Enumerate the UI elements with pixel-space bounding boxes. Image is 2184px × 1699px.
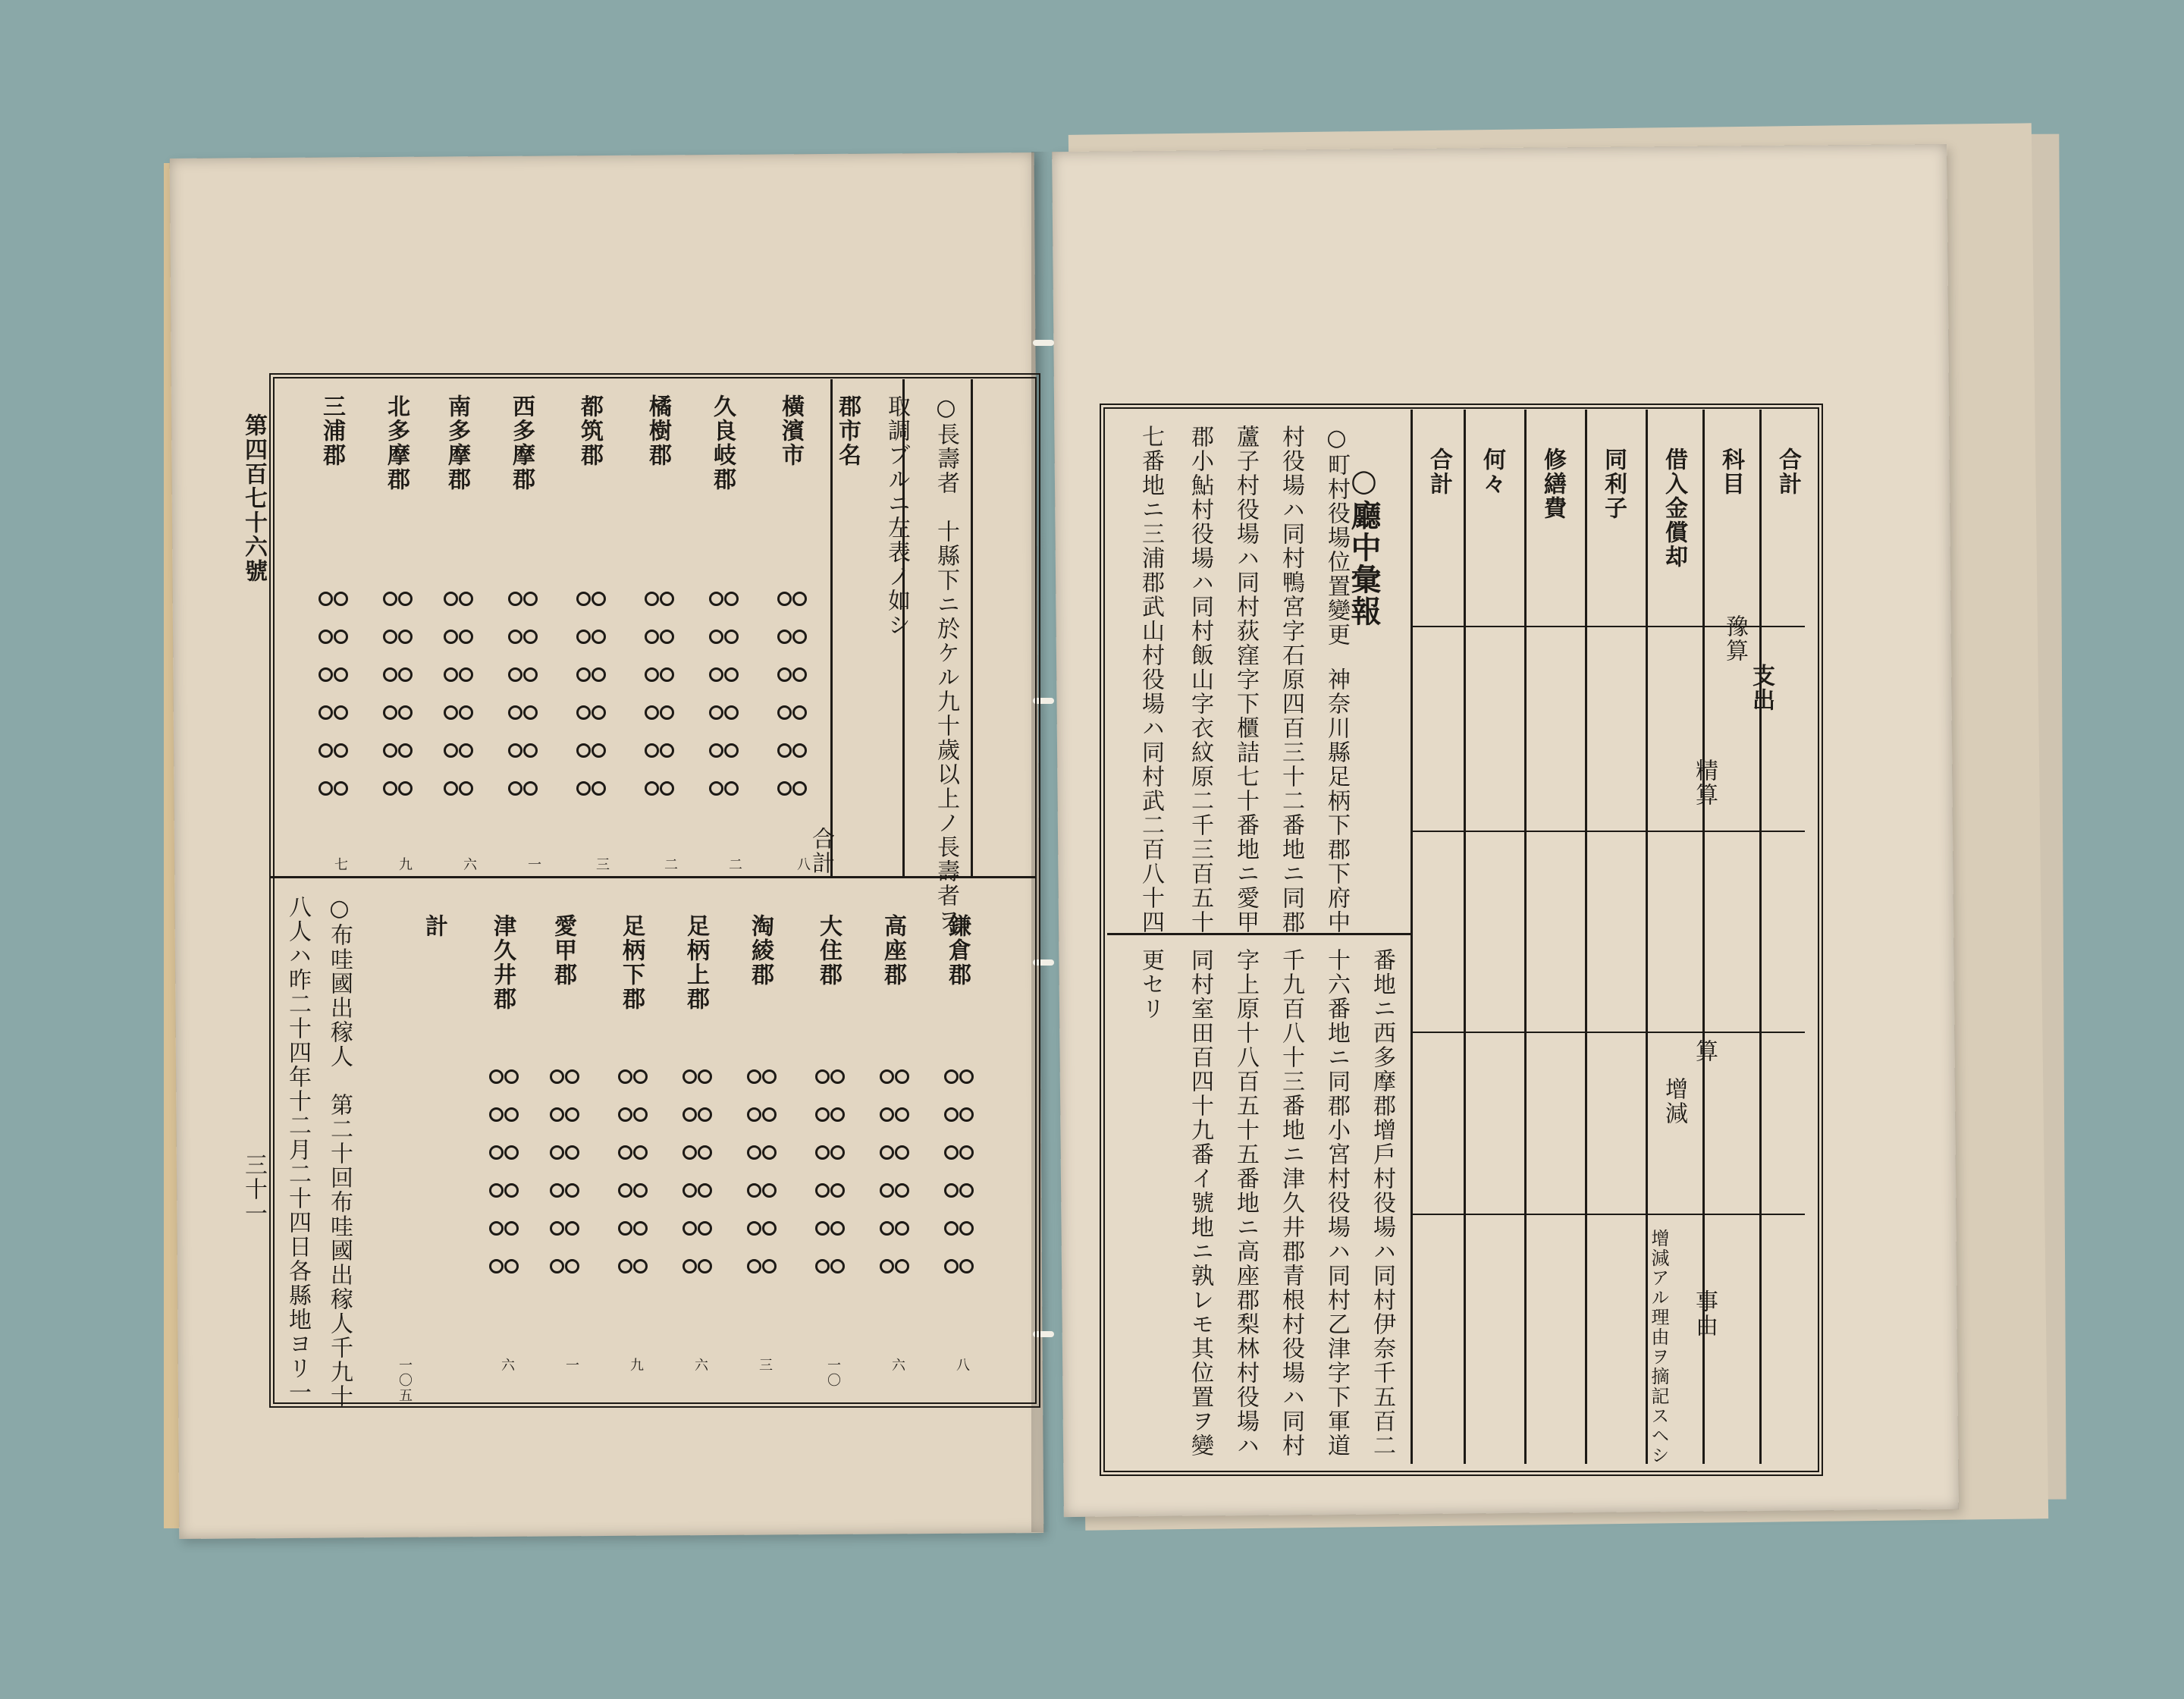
figure-marker <box>880 1107 894 1122</box>
district-total: 八 <box>954 1358 970 1373</box>
figure-marker <box>682 1259 697 1273</box>
district-total: 八 <box>795 857 811 872</box>
district-name: 津久井郡 <box>489 914 516 1011</box>
gazette-title: ○廳中彙報 <box>1346 463 1382 627</box>
figure-marker <box>633 1221 648 1236</box>
figure-marker <box>660 630 674 644</box>
figure-marker <box>444 705 458 720</box>
figure-marker <box>724 592 739 606</box>
figure-marker <box>645 630 659 644</box>
figure-marker <box>895 1259 909 1273</box>
figure-marker <box>618 1183 632 1198</box>
figure-marker <box>880 1259 894 1273</box>
district-name: 久良岐郡 <box>709 394 736 491</box>
district-total: 九 <box>397 857 413 872</box>
figure-marker <box>550 1259 564 1273</box>
district-name: 淘綾郡 <box>747 914 774 987</box>
figure-marker <box>592 743 606 758</box>
figure-marker <box>489 1221 504 1236</box>
figure-marker <box>565 1107 579 1122</box>
district-name: 南多摩郡 <box>444 394 470 491</box>
figure-marker <box>618 1259 632 1273</box>
figure-marker <box>383 743 397 758</box>
figure-marker <box>398 667 413 682</box>
figure-marker <box>698 1183 712 1198</box>
figure-marker <box>565 1069 579 1084</box>
figure-marker <box>682 1221 697 1236</box>
note-line: 八人ハ昨二十四年十二月二十四日各縣地ヨリ一 <box>284 895 311 1405</box>
figure-marker <box>645 592 659 606</box>
figure-marker <box>444 592 458 606</box>
figure-marker <box>334 630 348 644</box>
figure-marker <box>682 1107 697 1122</box>
district-total: 六 <box>890 1358 905 1373</box>
figure-marker <box>815 1259 830 1273</box>
upper-table-title: ○長壽者 十縣下ニ於ケル九十歲以上ノ長壽者ヲ <box>933 394 959 932</box>
figure-marker <box>777 630 792 644</box>
right-table-rule <box>1464 410 1466 1464</box>
article-line: 村役場ハ同村鴨宮字石原四百三十二番地ニ同郡 <box>1278 425 1304 934</box>
article-line: 神奈川縣足柄下郡下府中 <box>1323 667 1350 934</box>
district-total: 二 <box>662 857 678 872</box>
district-total: 六 <box>461 857 477 872</box>
figure-marker <box>523 705 538 720</box>
figure-marker <box>709 781 723 796</box>
figure-marker <box>489 1069 504 1084</box>
left-table-divider <box>269 876 1035 878</box>
article-line: 番地ニ西多摩郡增戶村役場ハ同村伊奈千五百二 <box>1369 948 1395 1458</box>
figure-marker <box>777 743 792 758</box>
note-line: ○布哇國出稼人 第二十回布哇國出稼人千九十 <box>326 895 353 1409</box>
figure-marker <box>504 1183 519 1198</box>
figure-marker <box>618 1069 632 1084</box>
figure-marker <box>459 667 473 682</box>
article-line: 七番地ニ三浦郡武山村役場ハ同村武二百八十四 <box>1138 425 1164 934</box>
figure-marker <box>504 1259 519 1273</box>
figure-marker <box>550 1183 564 1198</box>
article-line: 郡小鮎村役場ハ同村飯山字衣紋原二千三百五十 <box>1187 425 1213 934</box>
figure-marker <box>709 743 723 758</box>
figure-marker <box>880 1069 894 1084</box>
district-name: 三浦郡 <box>318 394 345 467</box>
issue-label: 第四百七十六號 <box>240 413 267 583</box>
figure-marker <box>747 1107 761 1122</box>
figure-marker <box>334 667 348 682</box>
figure-marker <box>334 781 348 796</box>
figure-marker <box>459 630 473 644</box>
figure-marker <box>334 743 348 758</box>
figure-marker <box>383 667 397 682</box>
figure-marker <box>576 743 591 758</box>
figure-marker <box>747 1259 761 1273</box>
column-header: 何々 <box>1479 448 1505 496</box>
figure-marker <box>698 1259 712 1273</box>
figure-marker <box>318 781 333 796</box>
figure-marker <box>944 1221 959 1236</box>
page-number: 三十一 <box>240 1153 267 1226</box>
figure-marker <box>633 1107 648 1122</box>
figure-marker <box>792 781 807 796</box>
figure-marker <box>724 630 739 644</box>
figure-marker <box>698 1069 712 1084</box>
remark-text: 增減アル理由ヲ摘記スヘシ <box>1648 1229 1669 1465</box>
district-total: 七 <box>332 857 348 872</box>
total-header: 合計 <box>808 827 834 875</box>
right-table-rule <box>1759 410 1762 1464</box>
figure-marker <box>645 705 659 720</box>
figure-marker <box>318 592 333 606</box>
figure-marker <box>508 743 522 758</box>
figure-marker <box>508 592 522 606</box>
figure-marker <box>592 630 606 644</box>
district-name: 北多摩郡 <box>383 394 410 491</box>
figure-marker <box>959 1221 974 1236</box>
figure-marker <box>398 592 413 606</box>
figure-marker <box>724 743 739 758</box>
figure-marker <box>504 1107 519 1122</box>
article-line: 同村室田百四十九番イ號地ニ孰レモ其位置ヲ變 <box>1187 948 1213 1458</box>
right-table-row-rule <box>1410 1214 1805 1215</box>
figure-marker <box>645 781 659 796</box>
figure-marker <box>762 1069 777 1084</box>
figure-marker <box>398 630 413 644</box>
figure-marker <box>645 667 659 682</box>
figure-marker <box>944 1107 959 1122</box>
figure-marker <box>682 1145 697 1160</box>
figure-marker <box>895 1107 909 1122</box>
district-name: 計 <box>421 914 447 938</box>
figure-marker <box>444 630 458 644</box>
figure-marker <box>508 667 522 682</box>
figure-marker <box>880 1183 894 1198</box>
subheader: 算 <box>1691 1039 1718 1063</box>
figure-marker <box>944 1069 959 1084</box>
figure-marker <box>565 1259 579 1273</box>
figure-marker <box>334 705 348 720</box>
figure-marker <box>318 667 333 682</box>
district-total: 二 <box>726 857 742 872</box>
figure-marker <box>398 743 413 758</box>
figure-marker <box>618 1107 632 1122</box>
district-total: 六 <box>692 1358 708 1373</box>
figure-marker <box>523 592 538 606</box>
figure-marker <box>959 1107 974 1122</box>
figure-marker <box>592 592 606 606</box>
figure-marker <box>523 781 538 796</box>
figure-marker <box>565 1145 579 1160</box>
figure-marker <box>576 630 591 644</box>
figure-marker <box>830 1145 845 1160</box>
figure-marker <box>618 1145 632 1160</box>
figure-marker <box>698 1145 712 1160</box>
figure-marker <box>489 1183 504 1198</box>
figure-marker <box>777 705 792 720</box>
figure-marker <box>895 1221 909 1236</box>
right-table-rule <box>1585 410 1587 1464</box>
figure-marker <box>792 667 807 682</box>
figure-marker <box>576 781 591 796</box>
district-name: 橘樹郡 <box>645 394 671 467</box>
column-header: 合計 <box>1774 448 1801 496</box>
figure-marker <box>504 1069 519 1084</box>
binding-thread <box>1033 340 1054 346</box>
district-total: 一〇 <box>825 1358 841 1388</box>
column-header: 科目 <box>1718 448 1744 496</box>
figure-marker <box>633 1145 648 1160</box>
article-line: 千九百八十三番地ニ津久井郡青根村役場ハ同村 <box>1278 948 1304 1458</box>
figure-marker <box>550 1107 564 1122</box>
figure-marker <box>592 781 606 796</box>
left-table-frame <box>269 373 1040 1408</box>
figure-marker <box>777 592 792 606</box>
figure-marker <box>709 592 723 606</box>
district-total: 三 <box>594 857 610 872</box>
figure-marker <box>777 667 792 682</box>
district-name: 鎌倉郡 <box>944 914 971 987</box>
figure-marker <box>660 743 674 758</box>
figure-marker <box>633 1069 648 1084</box>
figure-marker <box>724 705 739 720</box>
district-total: 一 <box>526 857 541 872</box>
district-total: 三 <box>757 1358 773 1373</box>
figure-marker <box>645 743 659 758</box>
figure-marker <box>747 1183 761 1198</box>
figure-marker <box>792 592 807 606</box>
figure-marker <box>576 705 591 720</box>
column-header: 合計 <box>1426 448 1452 496</box>
district-total: 六 <box>499 1358 515 1373</box>
figure-marker <box>959 1069 974 1084</box>
article-title: ○町村役場位置變更 <box>1323 425 1350 647</box>
figure-marker <box>633 1259 648 1273</box>
figure-marker <box>398 705 413 720</box>
figure-marker <box>709 630 723 644</box>
district-name: 西多摩郡 <box>508 394 535 491</box>
figure-marker <box>792 743 807 758</box>
figure-marker <box>550 1221 564 1236</box>
figure-marker <box>398 781 413 796</box>
figure-marker <box>895 1069 909 1084</box>
district-name: 高座郡 <box>880 914 906 987</box>
figure-marker <box>592 705 606 720</box>
figure-marker <box>383 781 397 796</box>
figure-marker <box>762 1183 777 1198</box>
figure-marker <box>724 667 739 682</box>
figure-marker <box>660 705 674 720</box>
figure-marker <box>709 705 723 720</box>
district-total: 一〇五 <box>397 1358 413 1403</box>
figure-marker <box>830 1183 845 1198</box>
figure-marker <box>444 781 458 796</box>
figure-marker <box>792 705 807 720</box>
figure-marker <box>592 667 606 682</box>
figure-marker <box>944 1259 959 1273</box>
figure-marker <box>508 630 522 644</box>
figure-marker <box>565 1221 579 1236</box>
figure-marker <box>959 1259 974 1273</box>
figure-marker <box>660 667 674 682</box>
figure-marker <box>660 781 674 796</box>
figure-marker <box>815 1069 830 1084</box>
district-total: 九 <box>628 1358 644 1373</box>
right-table-rule <box>1524 410 1527 1464</box>
right-table-row-rule <box>1410 1032 1805 1033</box>
left-table-rule <box>971 379 973 876</box>
figure-marker <box>660 592 674 606</box>
figure-marker <box>444 667 458 682</box>
figure-marker <box>698 1221 712 1236</box>
figure-marker <box>880 1145 894 1160</box>
figure-marker <box>383 630 397 644</box>
figure-marker <box>334 592 348 606</box>
figure-marker <box>815 1183 830 1198</box>
figure-marker <box>459 743 473 758</box>
figure-marker <box>565 1183 579 1198</box>
figure-marker <box>830 1259 845 1273</box>
figure-marker <box>504 1145 519 1160</box>
figure-marker <box>318 705 333 720</box>
figure-marker <box>459 592 473 606</box>
district-name: 大住郡 <box>815 914 842 987</box>
subheader: 豫算 <box>1721 614 1748 663</box>
figure-marker <box>747 1221 761 1236</box>
column-header: 借入金償却 <box>1661 448 1687 569</box>
district-total: 一 <box>563 1358 579 1373</box>
figure-marker <box>762 1107 777 1122</box>
article-line: 十六番地ニ同郡小宮村役場ハ同村乙津字下軍道 <box>1323 948 1350 1458</box>
figure-marker <box>618 1221 632 1236</box>
figure-marker <box>489 1107 504 1122</box>
subheader: 增減 <box>1661 1077 1687 1126</box>
figure-marker <box>830 1069 845 1084</box>
subheader: 精算 <box>1691 758 1718 807</box>
figure-marker <box>550 1145 564 1160</box>
district-name: 愛甲郡 <box>550 914 576 987</box>
figure-marker <box>762 1221 777 1236</box>
district-name: 都筑郡 <box>576 394 603 467</box>
figure-marker <box>762 1145 777 1160</box>
figure-marker <box>895 1183 909 1198</box>
article-line: 蘆子村役場ハ同村荻窪字下櫃詰七十番地ニ愛甲 <box>1232 425 1259 934</box>
figure-marker <box>576 667 591 682</box>
figure-marker <box>895 1145 909 1160</box>
right-table-rule <box>1410 410 1413 1464</box>
figure-marker <box>550 1069 564 1084</box>
figure-marker <box>318 630 333 644</box>
figure-marker <box>777 781 792 796</box>
figure-marker <box>959 1183 974 1198</box>
figure-marker <box>459 705 473 720</box>
article-line: 字上原十八百五十五番地ニ高座郡梨林村役場ハ <box>1232 948 1259 1458</box>
figure-marker <box>682 1069 697 1084</box>
column-header: 支出 <box>1748 664 1774 712</box>
figure-marker <box>318 743 333 758</box>
figure-marker <box>523 667 538 682</box>
district-name: 足柄下郡 <box>618 914 645 1011</box>
figure-marker <box>792 630 807 644</box>
figure-marker <box>383 592 397 606</box>
figure-marker <box>698 1107 712 1122</box>
figure-marker <box>830 1107 845 1122</box>
article-line: 更セリ <box>1138 948 1164 1021</box>
figure-marker <box>747 1145 761 1160</box>
subheader: 事由 <box>1691 1289 1718 1338</box>
figure-marker <box>508 705 522 720</box>
figure-marker <box>682 1183 697 1198</box>
figure-marker <box>508 781 522 796</box>
figure-marker <box>709 667 723 682</box>
figure-marker <box>523 743 538 758</box>
column-header: 同利子 <box>1600 448 1627 520</box>
figure-marker <box>576 592 591 606</box>
figure-marker <box>523 630 538 644</box>
district-name: 足柄上郡 <box>682 914 709 1011</box>
figure-marker <box>633 1183 648 1198</box>
figure-marker <box>444 743 458 758</box>
figure-marker <box>504 1221 519 1236</box>
district-header: 郡市名 <box>834 394 861 467</box>
upper-table-subtitle: 取調ブルニ左表ノ如シ <box>883 394 910 637</box>
figure-marker <box>944 1183 959 1198</box>
figure-marker <box>762 1259 777 1273</box>
figure-marker <box>724 781 739 796</box>
right-table-row-rule <box>1410 831 1805 832</box>
figure-marker <box>815 1221 830 1236</box>
district-name: 橫濱市 <box>777 394 804 467</box>
figure-marker <box>489 1259 504 1273</box>
figure-marker <box>383 705 397 720</box>
figure-marker <box>815 1145 830 1160</box>
figure-marker <box>944 1145 959 1160</box>
figure-marker <box>830 1221 845 1236</box>
figure-marker <box>489 1145 504 1160</box>
figure-marker <box>747 1069 761 1084</box>
figure-marker <box>880 1221 894 1236</box>
column-header: 修繕費 <box>1539 448 1566 520</box>
figure-marker <box>459 781 473 796</box>
figure-marker <box>959 1145 974 1160</box>
figure-marker <box>815 1107 830 1122</box>
